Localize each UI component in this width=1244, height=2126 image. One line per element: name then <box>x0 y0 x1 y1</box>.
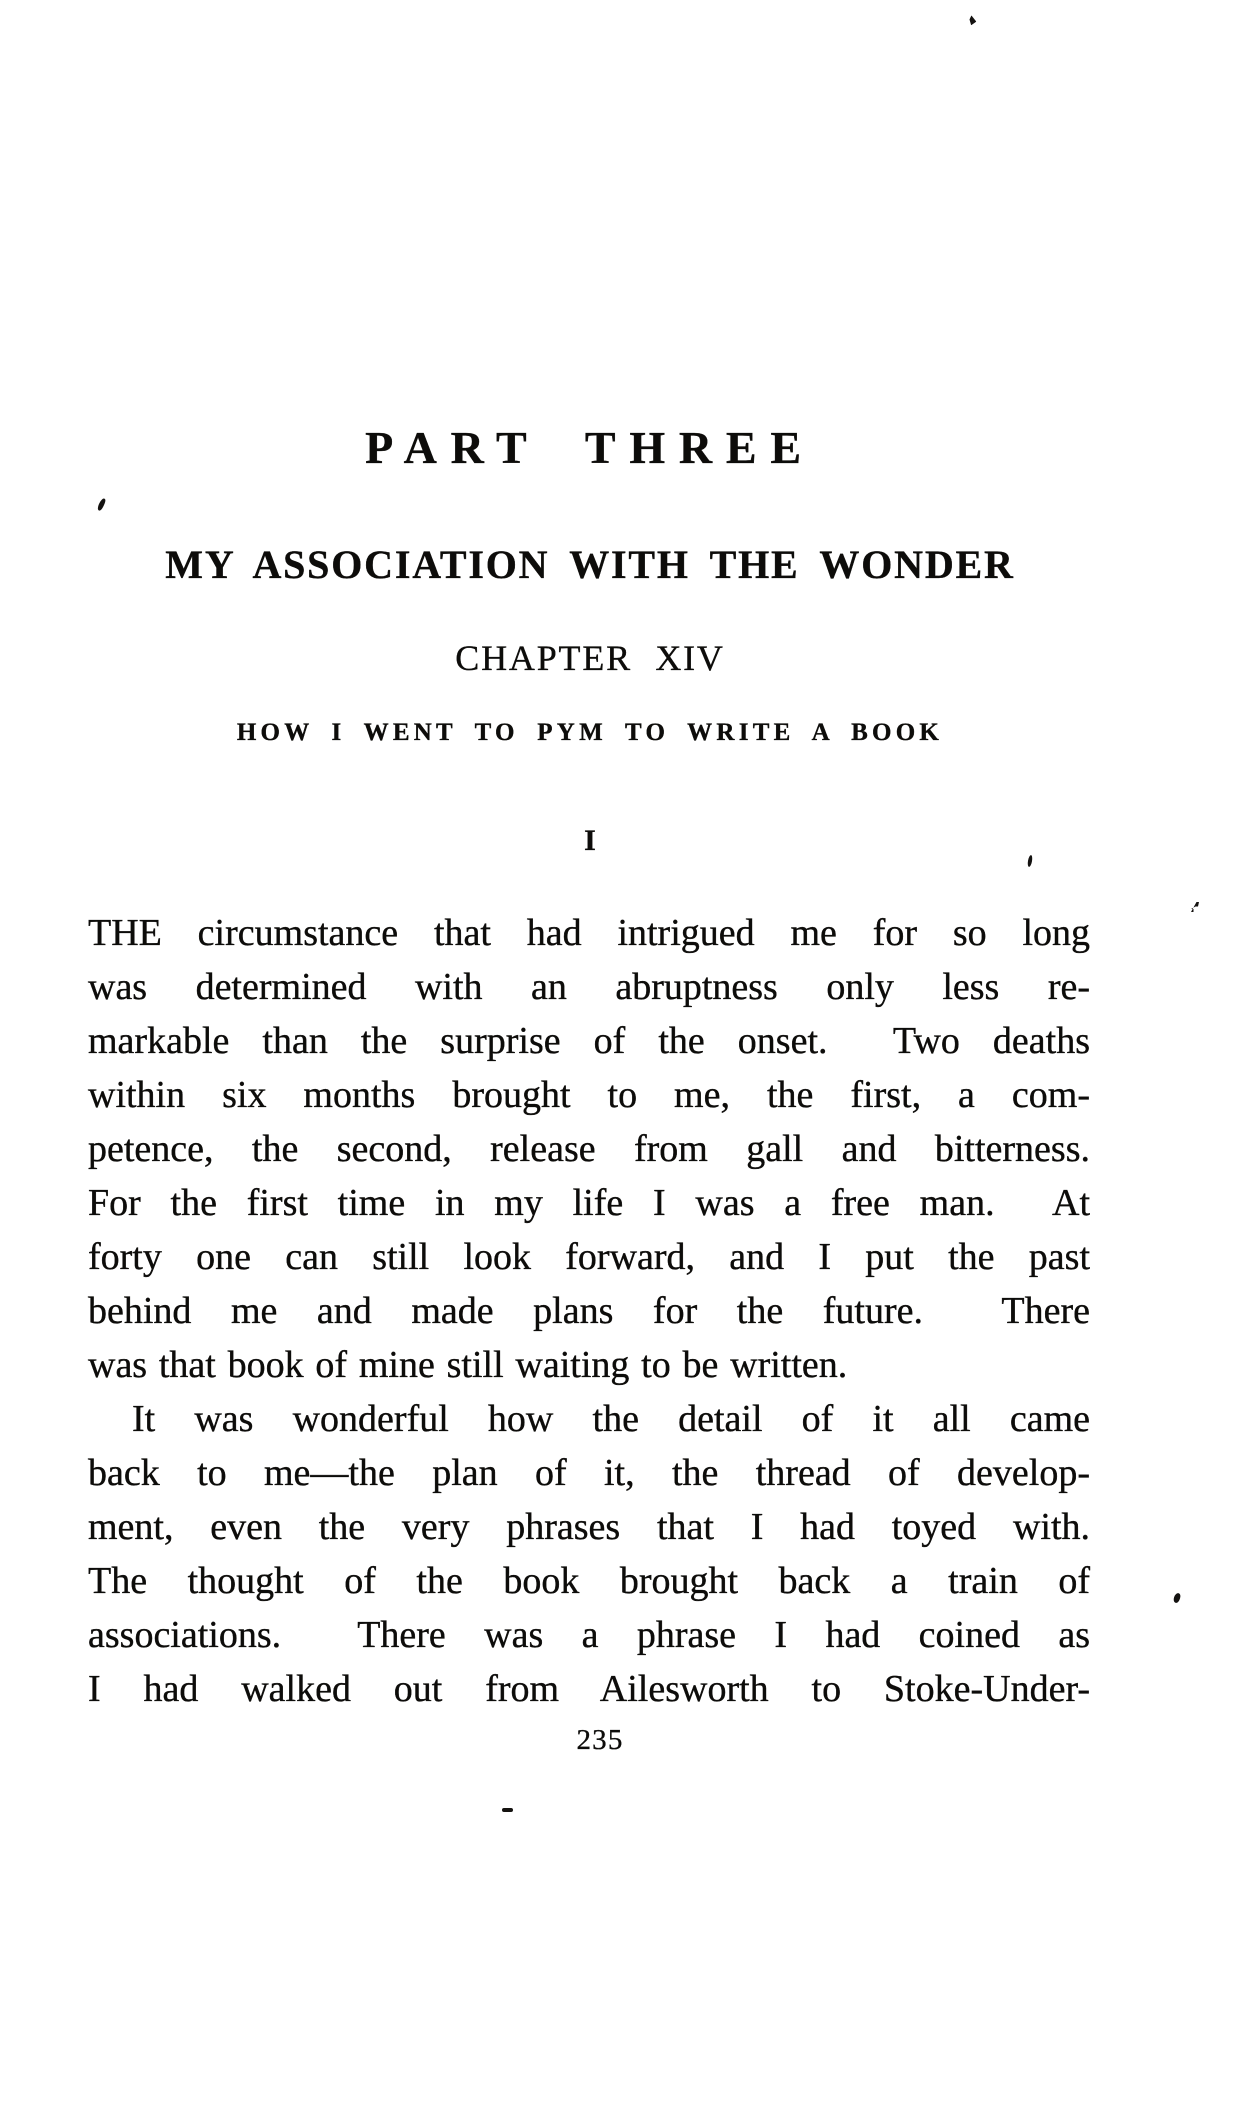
chapter-heading: CHAPTER XIV <box>455 638 725 678</box>
body-line: behind me and made plans for the future. There <box>88 1290 1090 1332</box>
body-line: was that book of mine still waiting to be written. <box>88 1344 848 1386</box>
body-line: The thought of the book brought back a train of <box>88 1560 1090 1602</box>
body-line: within six months brought to me, the first, a com- <box>88 1074 1090 1116</box>
part-subtitle: MY ASSOCIATION WITH THE WONDER <box>165 542 1015 587</box>
ink-speck <box>97 498 107 512</box>
body-line: It was wonderful how the detail of it all came <box>132 1398 1090 1440</box>
section-number: I <box>584 824 596 857</box>
body-line: THE circumstance that had intrigued me for so long <box>88 912 1090 954</box>
body-line: was determined with an abruptness only less re- <box>88 966 1090 1008</box>
body-line: markable than the surprise of the onset. Two deaths <box>88 1020 1090 1062</box>
ink-speck <box>965 15 979 25</box>
body-line: petence, the second, release from gall and bitterness. <box>88 1128 1090 1170</box>
body-line: back to me—the plan of it, the thread of develop- <box>88 1452 1090 1494</box>
part-title: PART THREE <box>365 422 815 473</box>
body-line: forty one can still look forward, and I put the past <box>88 1236 1090 1278</box>
ink-speck <box>1027 855 1033 868</box>
body-line: I had walked out from Ailesworth to Stoke-Under- <box>88 1668 1090 1710</box>
ink-speck <box>1191 902 1201 912</box>
body-line: associations. There was a phrase I had coined as <box>88 1614 1090 1656</box>
body-text <box>88 906 1090 1716</box>
ink-speck <box>502 1808 513 1812</box>
page-number: 235 <box>576 1724 624 1756</box>
body-line: ment, even the very phrases that I had toyed with. <box>88 1506 1090 1548</box>
ink-speck <box>1173 1592 1182 1603</box>
body-line: For the first time in my life I was a free man. At <box>88 1182 1090 1224</box>
chapter-subtitle: HOW I WENT TO PYM TO WRITE A BOOK <box>236 719 944 746</box>
